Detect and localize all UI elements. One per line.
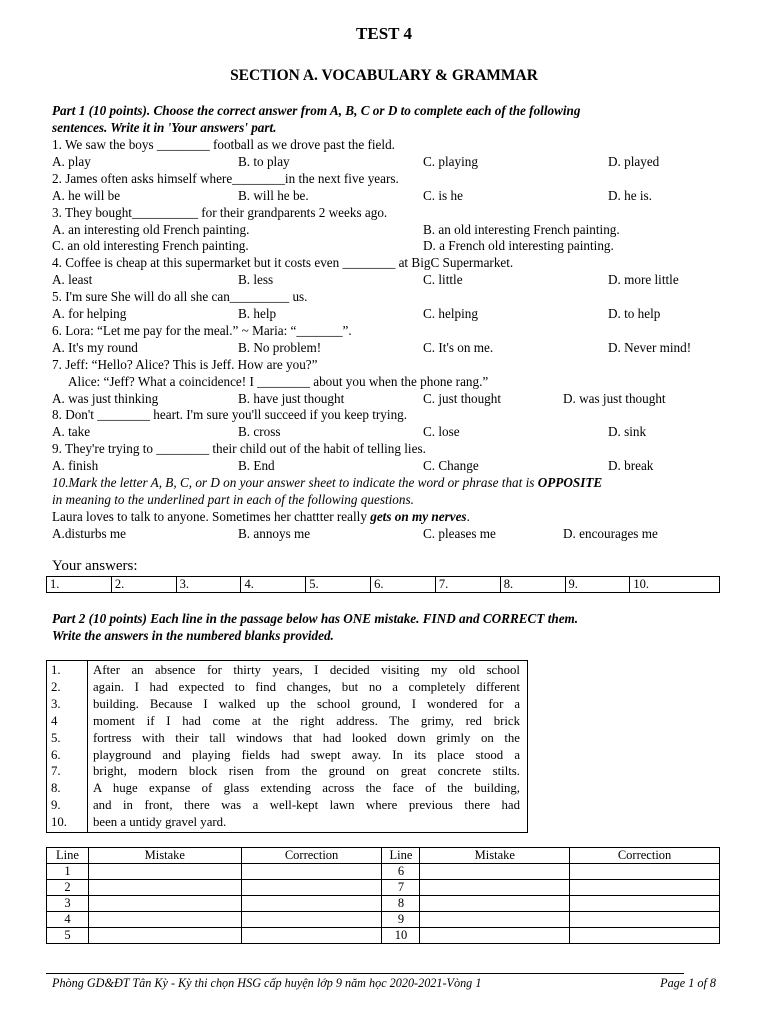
option-c: C. Change [423,458,479,474]
footer-school: Phòng GD&ĐT Tân Kỳ - Kỳ thi chọn HSG cấp huyện lớp 9 năm học 2020-2021-Vòng 1 [52,976,482,990]
test-title: TEST 4 [356,24,412,43]
question-text: 1. We saw the boys ________ football as we drove past the field. [52,137,395,152]
passage-line: been a untidy gravel yard. [93,815,227,830]
answers-label: Your answers: [52,558,138,574]
passage-box [46,660,528,833]
option-d: D. break [608,458,654,474]
answer-cell-7[interactable]: 7. [435,577,500,593]
answer-cell-1[interactable]: 1. [47,577,112,593]
passage-line: and in front, there was a well-kept lawn where previous there had [93,798,520,813]
part1-instruction-line2: sentences. Write it in 'Your answers' part. [52,120,277,135]
passage-line: building. Because I walked up the school ground, I wondered for a [93,696,520,711]
passage-line: After an absence for thirty years, I decided visiting my old school [93,663,520,677]
table-row [47,928,720,944]
part2-instruction-line2: Write the answers in the numbered blanks provided. [52,628,334,643]
header-cell: Correction [570,848,720,864]
page-number: Page 1 of 8 [660,976,716,990]
correction-cell[interactable] [241,880,382,896]
option-b: B. cross [238,424,281,440]
option-c: C. It's on me. [423,339,494,355]
line-number: 3 [47,896,89,912]
correction-cell[interactable] [241,896,382,912]
question-10-instruction: 10.Mark the letter A, B, C, or D on your answer sheet to indicate the word or phrase that is OPPOSITE [52,475,603,490]
option-a: A. It's my round [52,339,138,355]
answer-cell-6[interactable]: 6. [371,577,436,593]
table-row [47,864,720,880]
answer-cell-10[interactable]: 10. [630,577,720,593]
question-text-continued: Alice: “Jeff? What a coincidence! I ________ about you when the phone rang.” [68,373,489,389]
correction-cell[interactable] [241,864,382,880]
question-text: 5. I'm sure She will do all she can_________ us. [52,289,308,305]
correction-cell[interactable] [570,880,720,896]
option-b: B. annoys me [238,525,311,541]
header-cell: Mistake [88,848,241,864]
question-text: 3. They bought__________ for their grandparents 2 weeks ago. [52,204,388,220]
option-b: B. to play [238,153,290,169]
option-a: A. was just thinking [52,390,159,406]
option-b: B. No problem! [238,339,322,355]
question-text: 6. Lora: “Let me pay for the meal.” ~ Maria: “_______”. [52,322,352,338]
part2-instruction-line1 [52,610,722,627]
answer-cell-8[interactable]: 8. [500,577,565,593]
line-number: 8 [382,896,420,912]
option-c: C. helping [423,306,478,321]
answer-cell-4[interactable]: 4. [241,577,306,593]
mistake-cell[interactable] [420,864,570,880]
mistake-cell[interactable] [420,912,570,928]
option-d: D. played [608,153,660,169]
line-number: 2 [47,880,89,896]
correction-cell[interactable] [241,912,382,928]
option-a: A.disturbs me [52,525,126,541]
line-number: 6 [382,864,420,880]
mistake-cell[interactable] [420,928,570,944]
correction-cell[interactable] [241,928,382,944]
passage-line: fortress with their tall windows that had looked down grimly on the [93,730,520,745]
table-row [47,912,720,928]
table-row [47,880,720,896]
part1-instruction-line1: Part 1 (10 points). Choose the correct answer from A, B, C or D to complete each of the following [52,103,581,118]
question-text: 7. Jeff: “Hello? Alice? This is Jeff. How are you?” [52,356,318,372]
passage-line-number: 9. [51,798,61,813]
option-d: D. was just thought [563,390,666,406]
passage-line: A huge expanse of glass extending across the face of the building, [93,781,520,796]
passage-line: moment if I had come at the right address. The grimy, red brick [93,713,520,728]
part1-instruction [52,102,722,136]
passage-line-number: 2. [51,679,61,694]
line-number: 1 [47,864,89,880]
answer-cell-5[interactable]: 5. [306,577,371,593]
correction-cell[interactable] [570,896,720,912]
passage-line-number: 8. [51,781,61,796]
passage-line-number: 5. [51,730,61,745]
part2-task: Each line in the passage below has ONE mistake. FIND and CORRECT them. [150,611,579,626]
answer-cell-3[interactable]: 3. [176,577,241,593]
header-cell: Mistake [420,848,570,864]
mistake-cell[interactable] [88,912,241,928]
question-text: 8. Don't ________ heart. I'm sure you'll succeed if you keep trying. [52,407,408,423]
question-10-sentence: Laura loves to talk to anyone. Sometimes her chattter really gets on my nerves. [52,508,470,524]
mistake-cell[interactable] [88,896,241,912]
passage-line-number: 6. [51,747,61,762]
option-a: A. finish [52,458,99,474]
mistake-cell[interactable] [88,864,241,880]
passage-line-number: 7. [51,764,61,779]
option-c: C. lose [423,424,460,440]
mistake-cell[interactable] [420,896,570,912]
option-a: A. take [52,424,91,440]
mistake-cell[interactable] [88,928,241,944]
question-text: 9. They're trying to ________ their child out of the habit of telling lies. [52,441,426,457]
line-number: 5 [47,928,89,944]
answer-cell-2[interactable]: 2. [111,577,176,593]
answer-cell-9[interactable]: 9. [565,577,630,593]
part2-label: Part 2 [52,611,86,626]
option-b: B. help [238,306,277,321]
option-a: A. play [52,153,91,169]
option-c: C. just thought [423,390,502,406]
option-b: B. less [238,272,274,288]
option-c: C. an old interesting French painting. [52,238,249,254]
answer-row [47,577,720,593]
question-text: 2. James often asks himself where________in the next five years. [52,170,399,186]
option-d: D. a French old interesting painting. [423,238,614,254]
correction-table-header [47,848,720,864]
option-b: B. will he be. [238,187,309,203]
line-number: 9 [382,912,420,928]
section-heading: SECTION A. VOCABULARY & GRAMMAR [230,67,538,84]
line-number: 4 [47,912,89,928]
passage-line-number: 3. [51,696,61,711]
header-cell: Line [382,848,420,864]
mistake-cell[interactable] [88,880,241,896]
option-d: D. to help [608,306,661,321]
question-text: 4. Coffee is cheap at this supermarket but it costs even ________ at BigC Supermarket. [52,255,514,271]
footer-rule [46,973,684,974]
correction-table [46,847,720,944]
passage-line: bright, modern block risen from the ground on great concrete stilts. [93,764,520,779]
header-cell: Correction [241,848,382,864]
passage-line: again. I had expected to find changes, but no a completely different [93,679,520,694]
option-b: B. have just thought [238,390,345,406]
option-c: C. playing [423,153,478,169]
passage-line-numbers [47,661,88,832]
part2-points: (10 points) [88,611,147,626]
header-cell: Line [47,848,89,864]
correction-cell[interactable] [570,864,720,880]
correction-cell[interactable] [570,928,720,944]
option-a: A. for helping [52,306,127,321]
line-number: 10 [382,928,420,944]
correction-cell[interactable] [570,912,720,928]
question-10-instruction-continued: in meaning to the underlined part in each of the following questions. [52,491,414,507]
table-row [47,896,720,912]
part2-instruction [52,610,722,644]
option-b: B. End [238,458,275,474]
passage-line-number: 1. [51,663,61,677]
option-d: D. more little [608,272,679,288]
line-number: 7 [382,880,420,896]
option-d: D. Never mind! [608,339,692,355]
option-c: C. pleases me [423,525,496,541]
option-d: D. he is. [608,187,652,203]
option-c: C. little [423,272,463,288]
option-a: A. least [52,272,93,288]
option-d: D. encourages me [563,525,658,541]
passage-line: playground and playing fields had swept away. In its place stood a [93,747,520,762]
answer-table [46,576,720,593]
option-d: D. sink [608,424,647,440]
passage-line-number: 4 [51,713,58,728]
mistake-cell[interactable] [420,880,570,896]
option-a: A. an interesting old French painting. [52,221,250,237]
option-a: A. he will be [52,187,121,203]
option-b: B. an old interesting French painting. [423,221,620,237]
option-c: C. is he [423,187,463,203]
passage-line-number: 10. [51,815,67,830]
